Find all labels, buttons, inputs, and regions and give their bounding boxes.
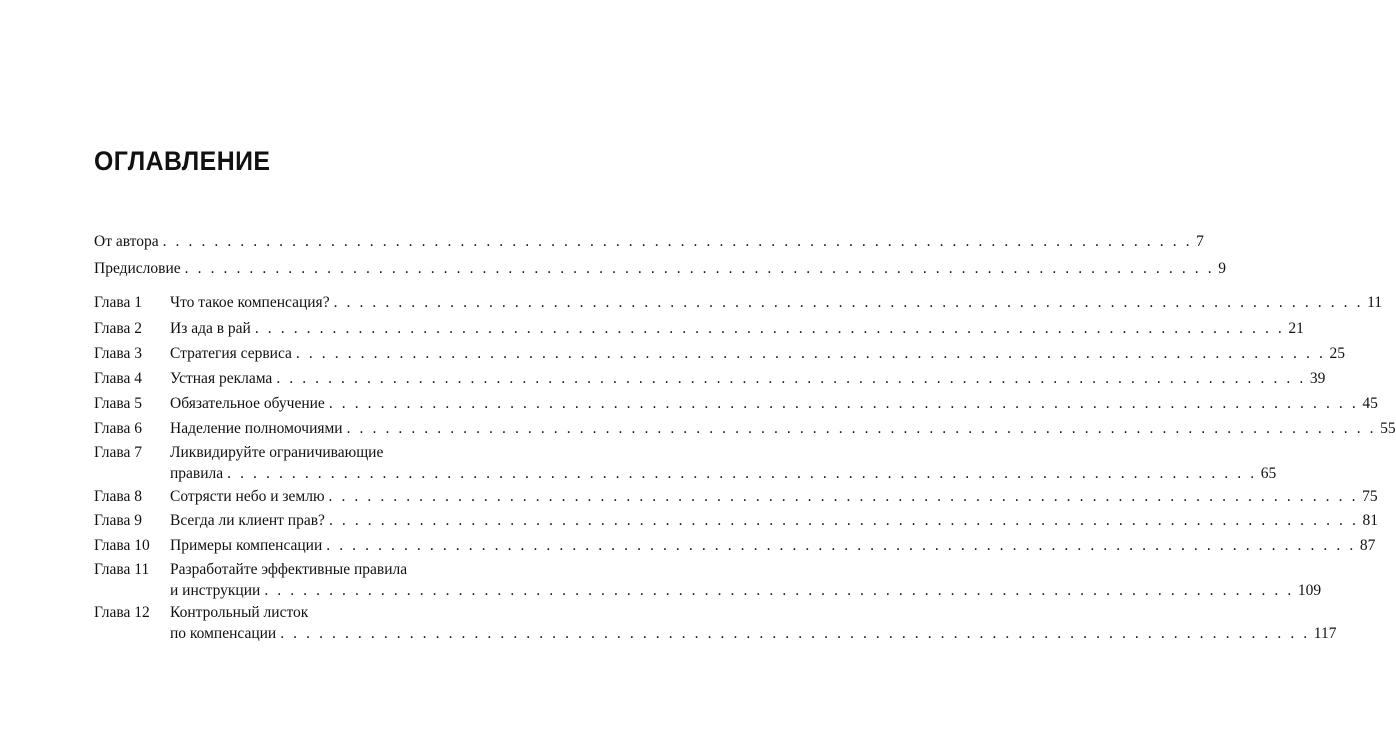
- chapter-page: 21: [1288, 320, 1304, 337]
- dot-leader: [329, 512, 1359, 530]
- chapter-title: Контрольный листок: [170, 604, 309, 621]
- entry-title: Предисловие: [94, 260, 181, 277]
- chapter-label: Глава 5: [94, 395, 143, 412]
- chapter-label: Глава 11: [94, 561, 150, 578]
- chapter-page: 75: [1362, 488, 1378, 505]
- chapter-title: Стратегия сервиса: [170, 345, 292, 362]
- toc-entry-chapter-5[interactable]: [94, 395, 1378, 413]
- chapter-label: Глава 12: [94, 604, 150, 621]
- chapter-label: Глава 4: [94, 370, 143, 387]
- dot-leader: [334, 294, 1364, 312]
- chapter-title-continued: по компенсации: [170, 625, 277, 642]
- chapter-title: Из ада в рай: [170, 320, 251, 337]
- chapter-page: 45: [1362, 395, 1378, 412]
- dot-leader: [280, 625, 1310, 643]
- dot-leader: [185, 260, 1215, 278]
- chapter-title: Что такое компенсация?: [170, 294, 330, 311]
- toc-entry-chapter-12[interactable]: [94, 604, 1337, 643]
- chapter-label: Глава 1: [94, 294, 143, 311]
- toc-entry-chapter-6[interactable]: [94, 420, 1396, 438]
- chapter-title: Всегда ли клиент прав?: [170, 512, 325, 529]
- chapter-title: Обязательное обучение: [170, 395, 325, 412]
- dot-leader: [264, 582, 1294, 600]
- dot-leader: [255, 320, 1285, 338]
- chapter-page: 39: [1309, 370, 1326, 387]
- dot-leader: [329, 395, 1359, 413]
- chapter-label: Глава 2: [94, 320, 143, 337]
- toc-entry-chapter-7[interactable]: [94, 444, 1277, 483]
- dot-leader: [347, 420, 1377, 438]
- dot-leader: [276, 370, 1306, 388]
- chapter-label: Глава 7: [94, 444, 143, 461]
- chapter-page: 87: [1359, 537, 1376, 554]
- dot-leader: [296, 345, 1326, 363]
- toc-entry-chapter-1[interactable]: [94, 294, 1383, 312]
- chapter-label: Глава 3: [94, 345, 143, 362]
- chapter-page: 81: [1362, 512, 1378, 529]
- toc-entry-chapter-2[interactable]: [94, 320, 1304, 338]
- chapter-title-continued: правила: [170, 465, 224, 482]
- toc-entry-chapter-8[interactable]: [94, 488, 1378, 506]
- chapter-page: 55: [1380, 420, 1396, 437]
- chapter-label: Глава 8: [94, 488, 143, 505]
- toc-entry-chapter-9[interactable]: [94, 512, 1378, 530]
- dot-leader: [227, 465, 1257, 483]
- page-title: ОГЛАВЛЕНИЕ: [94, 146, 271, 176]
- toc-entry-chapter-11[interactable]: [94, 561, 1322, 600]
- chapter-page: 25: [1329, 345, 1345, 362]
- dot-leader: [163, 233, 1193, 251]
- chapter-page: 109: [1297, 582, 1322, 599]
- chapter-label: Глава 10: [94, 537, 150, 554]
- entry-page: 9: [1218, 260, 1226, 277]
- chapter-title: Сотрясти небо и землю: [170, 488, 325, 505]
- chapter-title: Наделение полномочиями: [170, 420, 343, 437]
- toc-entry-chapter-3[interactable]: [94, 345, 1345, 363]
- entry-page: 7: [1196, 233, 1204, 250]
- dot-leader: [329, 488, 1359, 506]
- chapter-label: Глава 6: [94, 420, 143, 437]
- chapter-page: 11: [1367, 294, 1383, 311]
- chapter-title: Устная реклама: [170, 370, 273, 387]
- toc-entry-preface[interactable]: [94, 260, 1226, 278]
- chapter-title-continued: и инструкции: [170, 582, 261, 599]
- chapter-page: 65: [1260, 465, 1277, 482]
- entry-title: От автора: [94, 233, 159, 250]
- chapter-title: Разработайте эффективные правила: [170, 561, 408, 578]
- chapter-label: Глава 9: [94, 512, 143, 529]
- chapter-title: Ликвидируйте ограничивающие: [170, 444, 384, 461]
- chapter-title: Примеры компенсации: [170, 537, 323, 554]
- toc-entry-foreword-author[interactable]: [94, 233, 1204, 251]
- dot-leader: [326, 537, 1356, 555]
- toc-entry-chapter-10[interactable]: [94, 537, 1376, 555]
- toc-entry-chapter-4[interactable]: [94, 370, 1326, 388]
- chapter-page: 117: [1313, 625, 1337, 642]
